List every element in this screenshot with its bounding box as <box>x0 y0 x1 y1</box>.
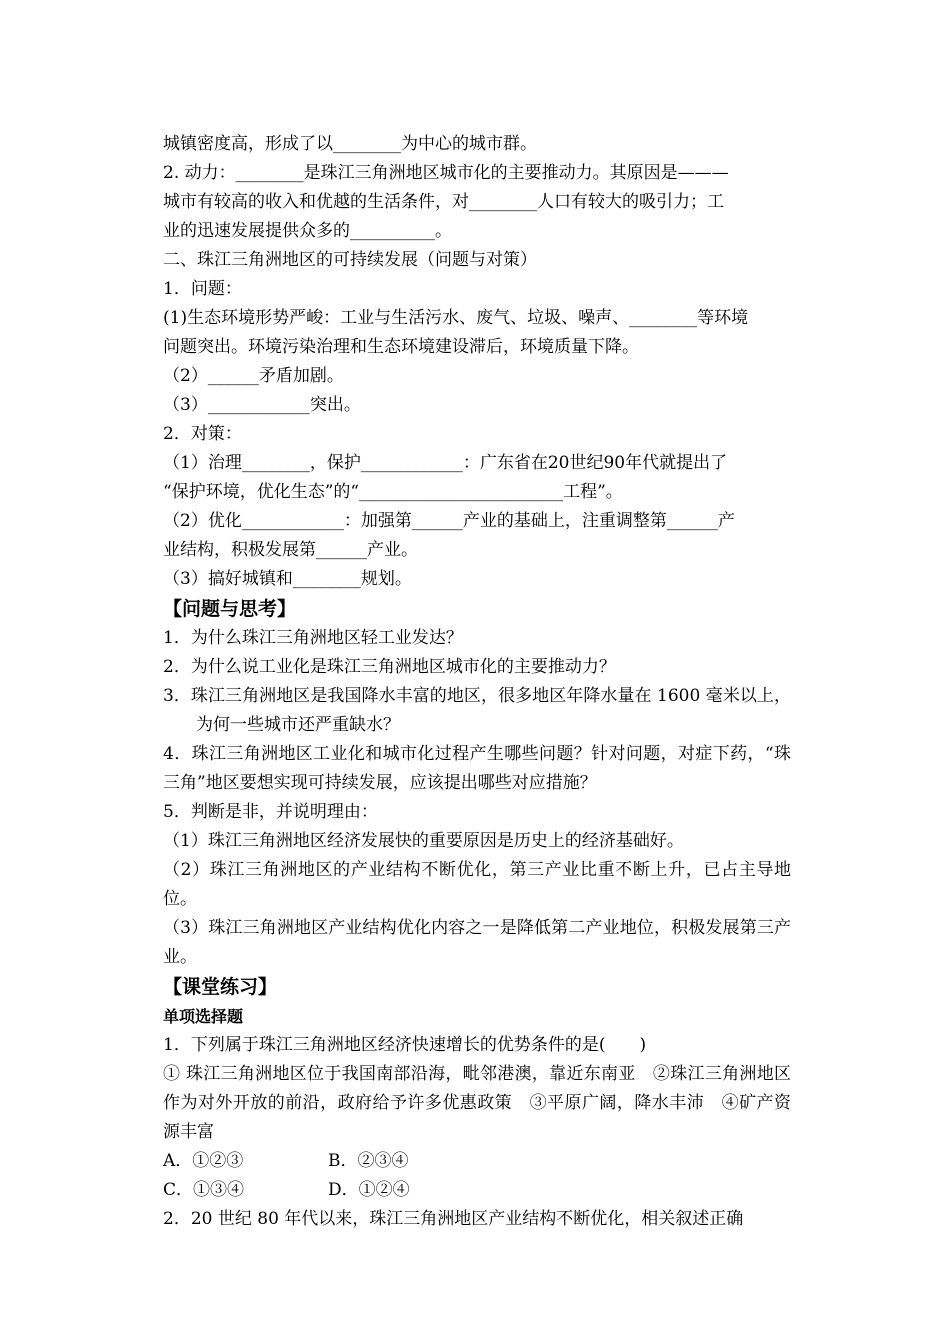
text-line: (1)生态环境形势严峻：工业与生活污水、废气、垃圾、噪声、________等环境 <box>163 308 749 328</box>
think-heading: 【问题与思考】 <box>163 598 297 620</box>
text-line: （3）搞好城镇和________规划。 <box>163 569 412 589</box>
text-line: （3）____________突出。 <box>163 395 361 415</box>
sub-title: 1．问题： <box>163 279 242 299</box>
judgement-item: （2）珠江三角洲地区的产业结构不断优化，第三产业比重不断上升，已占主导地位。 <box>163 860 791 909</box>
question-item: 3．珠江三角洲地区是我国降水丰富的地区，很多地区年降水量在 1600 毫米以上，为何一些城市还严重缺水？ <box>163 686 791 735</box>
text-line: “保护环境，优化生态”的“________________________工程”。 <box>163 482 623 502</box>
question-item: 1．为什么珠江三角洲地区轻工业发达？ <box>163 628 463 648</box>
text-line: （2）______矛盾加剧。 <box>163 366 344 386</box>
text-line: 问题突出。环境污染治理和生态环境建设滞后，环境质量下降。 <box>163 337 639 357</box>
question-item: 5．判断是非，并说明理由： <box>163 802 378 822</box>
judgement-item: （1）珠江三角洲地区经济发展快的重要原因是历史上的经济基础好。 <box>163 831 684 851</box>
text-line: （2）优化____________：加强第______产业的基础上，注重调整第______产 <box>163 511 735 531</box>
section-title: 二、珠江三角洲地区的可持续发展（问题与对策） <box>163 250 537 270</box>
text-line: 城镇密度高，形成了以________为中心的城市群。 <box>163 134 537 154</box>
judgement-item: （3）珠江三角洲地区产业结构优化内容之一是降低第二产业地位，积极发展第三产业。 <box>163 918 791 967</box>
document-page <box>163 130 791 1234</box>
option-a: A．①②③ <box>163 1151 244 1171</box>
option-c: C．①③④ <box>163 1180 245 1200</box>
choice-question: 1．下列属于珠江三角洲地区经济快速增长的优势条件的是( ) <box>163 1035 647 1055</box>
question-type: 单项选择题 <box>163 1007 244 1026</box>
option-b: B．②③④ <box>328 1151 409 1171</box>
choice-question: 2．20 世纪 80 年代以来，珠江三角洲地区产业结构不断优化，相关叙述正确 <box>163 1209 744 1229</box>
options-row <box>163 1147 791 1176</box>
text-line: （1）治理________，保护____________：广东省在20世纪90年代就提出了 <box>163 453 728 473</box>
question-item: 2．为什么说工业化是珠江三角洲地区城市化的主要推动力？ <box>163 657 616 677</box>
text-line: 城市有较高的收入和优越的生活条件，对________人口有较大的吸引力；工 <box>163 192 724 212</box>
text-line: 2. 动力：________是珠江三角洲地区城市化的主要推动力。其原因是——— <box>163 163 729 183</box>
sub-title: 2．对策： <box>163 424 242 444</box>
text-line: 业结构，积极发展第______产业。 <box>163 540 418 560</box>
question-stem: ① 珠江三角洲地区位于我国南部沿海，毗邻港澳，靠近东南亚 ②珠江三角洲地区作为对外开放的前沿，政府给予许多优惠政策 ③平原广阔，降水丰沛 ④矿产资源丰富 <box>163 1064 791 1142</box>
text-line: 业的迅速发展提供众多的__________。 <box>163 221 452 241</box>
options-row <box>163 1176 791 1205</box>
question-item: 4．珠江三角洲地区工业化和城市化过程产生哪些问题？针对问题，对症下药，“珠三角”地区要想实现可持续发展，应该提出哪些对应措施？ <box>163 744 791 793</box>
option-d: D．①②④ <box>328 1180 410 1200</box>
practice-heading: 【课堂练习】 <box>163 976 278 998</box>
